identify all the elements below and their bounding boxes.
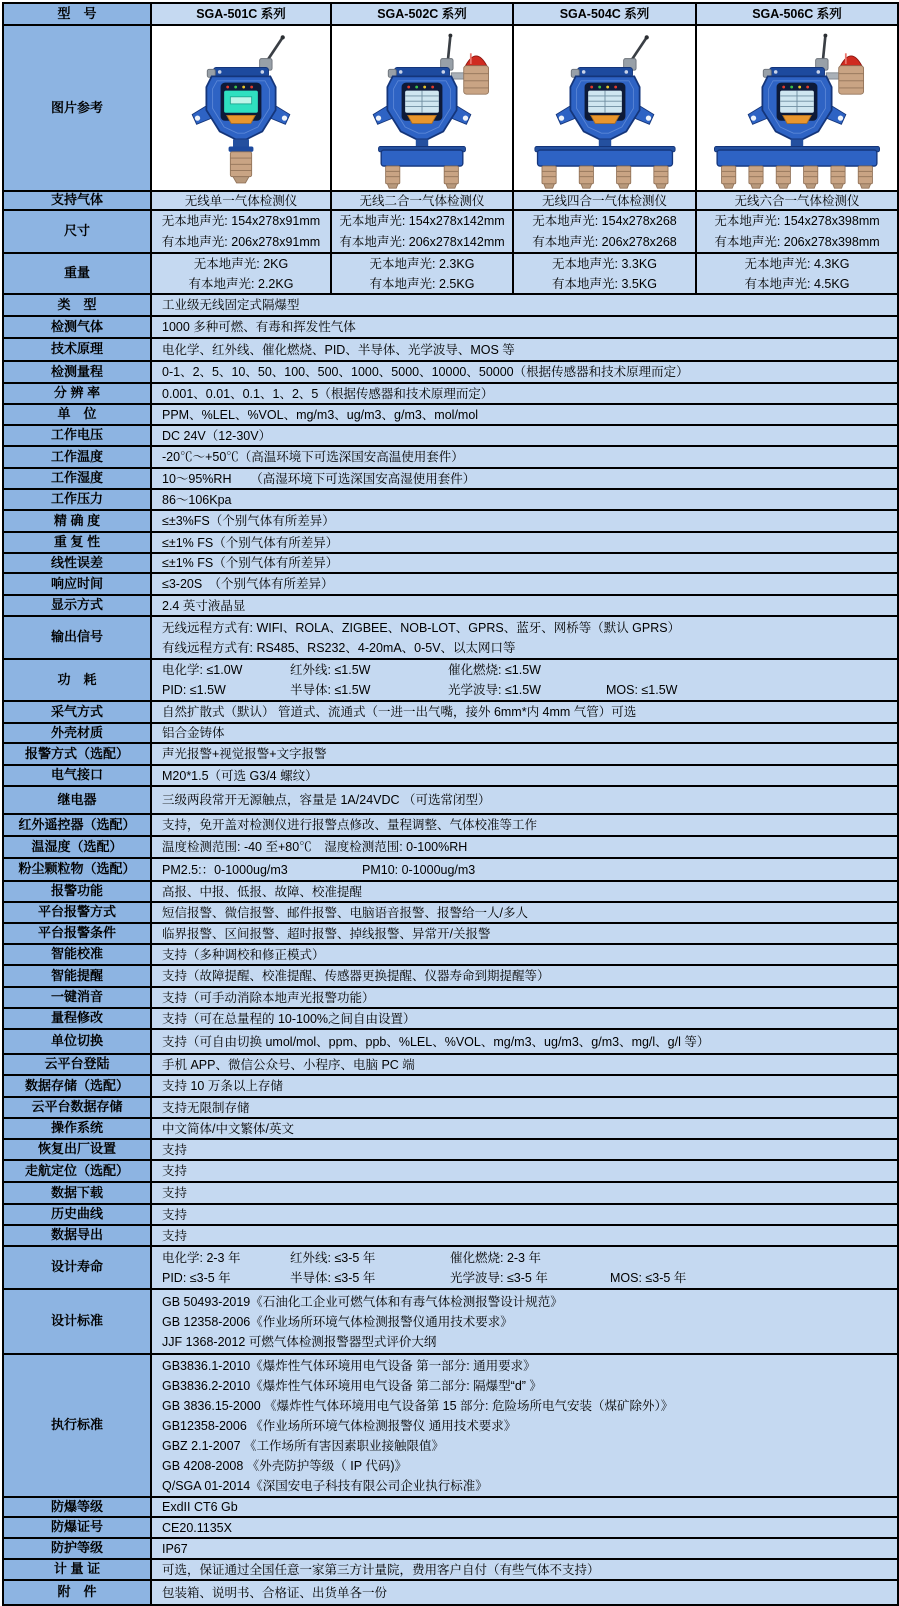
row-label: 检测量程	[4, 362, 152, 382]
text-line: 无本地声光: 3.3KG	[552, 257, 657, 271]
text-line: 无线四合一气体检测仪	[541, 193, 667, 208]
table-row	[4, 511, 897, 533]
spec-value	[152, 1498, 897, 1516]
text-line: M20*1.5（可选 G3/4 螺纹）	[162, 768, 318, 783]
table-row	[4, 1140, 897, 1161]
text-line: 无本地声光: 154x278x398mm	[714, 214, 880, 229]
spec-value	[152, 859, 897, 880]
row-label: 工作压力	[4, 490, 152, 509]
text-line: 有本地声光: 206x278x142mm	[339, 234, 505, 249]
text-line: 无本地声光: 154x278x268	[532, 214, 677, 229]
text-line: GB 3836.15-2000 《爆炸性气体环境用电气设备第 15 部分: 危险场所电气安装（煤矿除外）》	[162, 1398, 674, 1413]
text-line: GB3836.2-2010《爆炸性气体环境用电气设备 第二部分: 隔爆型“d” 》	[162, 1378, 542, 1393]
text-line: 无本地声光: 154x278x91mm	[161, 214, 321, 229]
row-label: 操作系统	[4, 1119, 152, 1138]
table-row	[4, 1030, 897, 1055]
text-line: 支持（可手动消除本地声光报警功能）	[162, 990, 375, 1005]
text-line: 电化学: ≤1.0W 红外线: ≤1.5W 催化燃烧: ≤1.5W	[162, 663, 541, 677]
text-line: IP67	[162, 1541, 188, 1556]
row-label: 单 位	[4, 405, 152, 424]
text-line: 临界报警、区间报警、超时报警、掉线报警、异常开/关报警	[162, 926, 491, 941]
text-line: 中文简体/中文繁体/英文	[162, 1121, 294, 1136]
table-row	[4, 1247, 897, 1290]
table-row	[4, 1055, 897, 1076]
text-line: GB12358-2006 《作业场所环境气体检测报警仪 通用技术要求》	[162, 1418, 517, 1433]
spec-value	[152, 1247, 897, 1288]
table-row	[4, 766, 897, 787]
model-header	[514, 4, 697, 24]
text-line: GB 50493-2019《石油化工企业可燃气体和有毒气体检测报警设计规范》	[162, 1294, 563, 1309]
text-line: 有本地声光: 3.5KG	[552, 277, 657, 291]
spec-value	[152, 1030, 897, 1053]
spec-value	[152, 988, 897, 1007]
text-line: PID: ≤3-5 年 半导体: ≤3-5 年 光学波导: ≤3-5 年 MOS: ≤3-5 年	[162, 1270, 687, 1285]
text-line: 支持，免开盖对检测仪进行报警点修改、量程调整、气体校准等工作	[162, 818, 538, 832]
row-label: 数据导出	[4, 1226, 152, 1245]
text-line: 无线六合一气体检测仪	[734, 193, 860, 208]
text-line: 无本地声光: 154x278x142mm	[339, 214, 505, 229]
spec-value	[152, 1076, 897, 1096]
row-label: 云平台数据存储	[4, 1098, 152, 1117]
text-line: 1000 多种可燃、有毒和挥发性气体	[162, 320, 356, 334]
spec-value	[152, 1009, 897, 1028]
row-label: 恢复出厂设置	[4, 1140, 152, 1159]
text-line: 手机 APP、微信公众号、小程序、电脑 PC 端	[162, 1057, 415, 1072]
text-line: -20℃～+50℃（高温环境下可选深国安高温使用套件）	[162, 450, 464, 464]
text-line: 支持	[162, 1186, 188, 1200]
text-line: GB3836.1-2010《爆炸性气体环境用电气设备 第一部分: 通用要求》	[162, 1358, 536, 1373]
row-label: 防护等级	[4, 1539, 152, 1558]
row-label: 精 确 度	[4, 511, 152, 531]
table-row	[4, 744, 897, 766]
text-line: 电化学、红外线、催化燃烧、PID、半导体、光学波导、MOS 等	[162, 342, 515, 357]
text-line: 有本地声光: 2.2KG	[188, 277, 294, 291]
weight-cell	[514, 254, 697, 293]
table-row	[4, 4, 897, 26]
spec-value	[152, 766, 897, 785]
row-label: 重 复 性	[4, 533, 152, 552]
spec-value	[152, 1226, 897, 1245]
dimension-cell	[514, 211, 697, 252]
table-row	[4, 574, 897, 596]
spec-value	[152, 1119, 897, 1138]
spec-value	[152, 903, 897, 922]
row-label: 量程修改	[4, 1009, 152, 1028]
table-row	[4, 295, 897, 317]
dimension-cell	[152, 211, 332, 252]
spec-value	[152, 447, 897, 467]
spec-value	[152, 596, 897, 615]
table-row	[4, 815, 897, 837]
text-line: 支持	[162, 1207, 188, 1222]
table-row	[4, 1098, 897, 1119]
row-label: 电气接口	[4, 766, 152, 785]
table-row	[4, 724, 897, 744]
row-label: 报警功能	[4, 882, 152, 901]
row-label: 数据存储（选配）	[4, 1076, 152, 1096]
support-type	[152, 192, 332, 209]
text-line: PPM、%LEL、%VOL、mg/m3、ug/m3、g/m3、mol/mol	[162, 407, 479, 422]
table-row	[4, 1076, 897, 1098]
text-line: JJF 1368-2012 可燃气体检测报警器型式评价大纲	[162, 1334, 437, 1349]
text-line: 2.4 英寸液晶显	[162, 598, 246, 613]
text-line: 0.001、0.01、0.1、1、2、5（根据传感器和技术原理而定）	[162, 386, 494, 401]
gas-detector-single-icon	[152, 26, 332, 190]
row-label: 工作电压	[4, 426, 152, 445]
text-line: 支持（可自由切换 umol/mol、ppm、ppb、%LEL、%VOL、mg/m3、ug/m3、g/m3、mg/l、g/l 等）	[162, 1034, 710, 1049]
table-row	[4, 1183, 897, 1205]
row-label: 继电器	[4, 787, 152, 813]
spec-value	[152, 317, 897, 337]
spec-value	[152, 1183, 897, 1203]
row-label: 输出信号	[4, 617, 152, 658]
text-line: 有本地声光: 206x278x91mm	[161, 234, 321, 249]
spec-value	[152, 837, 897, 857]
text-line: SGA-502C 系列	[377, 7, 467, 21]
text-line: 声光报警+视觉报警+文字报警	[162, 747, 327, 761]
row-label: 技术原理	[4, 339, 152, 360]
table-row	[4, 617, 897, 660]
table-row	[4, 1290, 897, 1355]
spec-value	[152, 966, 897, 986]
table-row	[4, 317, 897, 339]
table-row	[4, 596, 897, 617]
text-line: 无本地声光: 2KG	[193, 257, 289, 271]
text-line: CE20.1135X	[162, 1520, 232, 1535]
text-line: 86～106Kpa	[162, 492, 232, 507]
dimension-cell	[332, 211, 514, 252]
text-line: 有本地声光: 206x278x268	[532, 234, 677, 249]
spec-table	[2, 2, 899, 1606]
spec-value	[152, 787, 897, 813]
row-label: 平台报警条件	[4, 924, 152, 943]
text-line: 有本地声光: 2.5KG	[369, 277, 475, 291]
text-line: 铝合金铸体	[162, 726, 225, 740]
table-row	[4, 1518, 897, 1539]
spec-value	[152, 1539, 897, 1558]
text-line: Q/SGA 01-2014《深国安电子科技有限公司企业执行标准》	[162, 1478, 488, 1493]
row-label: 图片参考	[4, 26, 152, 190]
table-row	[4, 211, 897, 254]
table-row	[4, 859, 897, 882]
text-line: 高报、中报、低报、故障、校准提醒	[162, 884, 363, 899]
table-row	[4, 533, 897, 554]
spec-value	[152, 533, 897, 552]
table-row	[4, 966, 897, 988]
text-line: 工业级无线固定式隔爆型	[162, 298, 300, 312]
model-header	[332, 4, 514, 24]
text-line: 有线远程方式有: RS485、RS232、4-20mA、0-5V、以太网口等	[162, 640, 516, 655]
spec-value	[152, 660, 897, 700]
text-line: ≤±1% FS（个别气体有所差异）	[162, 556, 339, 570]
text-line: 无线二合一气体检测仪	[359, 193, 485, 208]
row-label: 线性误差	[4, 554, 152, 572]
spec-value	[152, 1581, 897, 1604]
table-row	[4, 405, 897, 426]
text-line: PM2.5:：0-1000ug/m3 PM10: 0-1000ug/m3	[162, 862, 476, 877]
table-row	[4, 882, 897, 903]
text-line: 0-1、2、5、10、50、100、500、1000、5000、10000、50000（根据传感器和技术原理而定）	[162, 365, 689, 379]
table-row	[4, 1119, 897, 1140]
text-line: 无本地声光: 2.3KG	[369, 257, 475, 271]
row-label: 支持气体	[4, 192, 152, 209]
row-label: 智能提醒	[4, 966, 152, 986]
text-line: GB 4208-2008 《外壳防护等级（ IP 代码)》	[162, 1458, 407, 1473]
spec-value	[152, 1560, 897, 1579]
table-row	[4, 1498, 897, 1518]
text-line: 有本地声光: 206x278x398mm	[714, 234, 880, 249]
text-line: 支持无限制存储	[162, 1100, 250, 1115]
row-label: 功 耗	[4, 660, 152, 700]
text-line: 可选，保证通过全国任意一家第三方计量院，费用客户自付（有些气体不支持）	[162, 1562, 600, 1577]
spec-value	[152, 405, 897, 424]
text-line: 无本地声光: 4.3KG	[744, 257, 850, 271]
spec-value	[152, 295, 897, 315]
spec-value	[152, 1055, 897, 1074]
table-row	[4, 192, 897, 211]
text-line: 10～95%RH （高湿环境下可选深国安高湿使用套件）	[162, 471, 476, 486]
table-row	[4, 924, 897, 945]
table-row	[4, 447, 897, 469]
text-line: SGA-501C 系列	[196, 7, 286, 21]
text-line: SGA-504C 系列	[559, 7, 650, 21]
text-line: 支持	[162, 1142, 188, 1157]
row-label: 型 号	[4, 4, 152, 24]
row-label: 红外遥控器（选配）	[4, 815, 152, 835]
text-line: 温度检测范围: -40 至+80℃ 湿度检测范围: 0-100%RH	[162, 840, 468, 854]
text-line: ≤±3%FS（个别气体有所差异）	[162, 514, 335, 528]
text-line: 包装箱、说明书、合格证、出货单各一份	[162, 1585, 388, 1600]
row-label: 设计寿命	[4, 1247, 152, 1288]
dimension-cell	[697, 211, 897, 252]
text-line: 支持（多种调校和修正模式）	[162, 947, 325, 962]
table-row	[4, 1560, 897, 1581]
table-row	[4, 362, 897, 384]
spec-value	[152, 490, 897, 509]
row-label: 响应时间	[4, 574, 152, 594]
row-label: 检测气体	[4, 317, 152, 337]
text-line: GB 12358-2006《作业场所环境气体检测报警仪通用技术要求》	[162, 1314, 513, 1329]
gas-detector-hex-icon	[697, 26, 897, 190]
table-row	[4, 254, 897, 295]
spec-value	[152, 384, 897, 403]
table-row	[4, 787, 897, 815]
table-row	[4, 660, 897, 702]
row-label: 附 件	[4, 1581, 152, 1604]
text-line: ≤3-20S （个别气体有所差异）	[162, 577, 334, 591]
text-line: 支持	[162, 1228, 188, 1243]
support-type	[514, 192, 697, 209]
text-line: 电化学: 2-3 年 红外线: ≤3-5 年 催化燃烧: 2-3 年	[162, 1250, 541, 1265]
row-label: 粉尘颗粒物（选配）	[4, 859, 152, 880]
row-label: 尺寸	[4, 211, 152, 252]
gas-detector-quad-icon	[514, 26, 697, 190]
row-label: 设计标准	[4, 1290, 152, 1353]
text-line: DC 24V（12-30V）	[162, 428, 272, 443]
row-label: 工作温度	[4, 447, 152, 467]
spec-value	[152, 724, 897, 742]
table-row	[4, 339, 897, 362]
text-line: 自然扩散式（默认） 管道式、流通式（一进一出气嘴，接外 6mm*内 4mm 气管）可选	[162, 705, 637, 719]
row-label: 计 量 证	[4, 1560, 152, 1579]
table-row	[4, 384, 897, 405]
text-line: GBZ 2.1-2007 《工作场所有害因素职业接触限值》	[162, 1438, 444, 1453]
row-label: 走航定位（选配）	[4, 1161, 152, 1181]
row-label: 防爆等级	[4, 1498, 152, 1516]
weight-cell	[332, 254, 514, 293]
row-label: 类 型	[4, 295, 152, 315]
spec-value	[152, 339, 897, 360]
table-row	[4, 837, 897, 859]
text-line: 支持（故障提醒、校准提醒、传感器更换提醒、仪器寿命到期提醒等）	[162, 969, 550, 983]
row-label: 温湿度（选配）	[4, 837, 152, 857]
row-label: 显示方式	[4, 596, 152, 615]
model-header	[697, 4, 897, 24]
text-line: 支持（可在总量程的 10-100%之间自由设置）	[162, 1011, 416, 1026]
table-row	[4, 1539, 897, 1560]
table-row	[4, 554, 897, 574]
table-row	[4, 1355, 897, 1498]
spec-value	[152, 554, 897, 572]
table-row	[4, 945, 897, 966]
text-line: 支持	[162, 1164, 188, 1178]
spec-value	[152, 574, 897, 594]
table-row	[4, 490, 897, 511]
weight-cell	[697, 254, 897, 293]
spec-value	[152, 815, 897, 835]
row-label: 采气方式	[4, 702, 152, 722]
table-row	[4, 702, 897, 724]
spec-value	[152, 945, 897, 964]
text-line: 短信报警、微信报警、邮件报警、电脑语音报警、报警给一人/多人	[162, 905, 528, 920]
row-label: 云平台登陆	[4, 1055, 152, 1074]
table-row	[4, 469, 897, 490]
row-label: 单位切换	[4, 1030, 152, 1053]
row-label: 防爆证号	[4, 1518, 152, 1537]
table-row	[4, 26, 897, 192]
spec-value	[152, 1098, 897, 1117]
text-line: SGA-506C 系列	[752, 7, 842, 21]
text-line: PID: ≤1.5W 半导体: ≤1.5W 光学波导: ≤1.5W MOS: ≤1.5W	[162, 683, 678, 697]
table-row	[4, 903, 897, 924]
table-row	[4, 1205, 897, 1226]
spec-value	[152, 1140, 897, 1159]
model-header	[152, 4, 332, 24]
support-type	[332, 192, 514, 209]
table-row	[4, 1226, 897, 1247]
text-line: ExdII CT6 Gb	[162, 1500, 238, 1514]
spec-value	[152, 617, 897, 658]
spec-value	[152, 702, 897, 722]
spec-value	[152, 1290, 897, 1353]
text-line: 有本地声光: 4.5KG	[744, 277, 850, 291]
table-row	[4, 1161, 897, 1183]
table-row	[4, 988, 897, 1009]
spec-value	[152, 1161, 897, 1181]
spec-value	[152, 882, 897, 901]
row-label: 平台报警方式	[4, 903, 152, 922]
spec-value	[152, 511, 897, 531]
text-line: 无线远程方式有: WIFI、ROLA、ZIGBEE、NOB-LOT、GPRS、蓝牙、网桥等（默认 GPRS）	[162, 620, 681, 635]
spec-value	[152, 426, 897, 445]
row-label: 历史曲线	[4, 1205, 152, 1224]
support-type	[697, 192, 897, 209]
text-line: ≤±1% FS（个别气体有所差异）	[162, 535, 339, 550]
row-label: 外壳材质	[4, 724, 152, 742]
spec-value	[152, 924, 897, 943]
row-label: 工作湿度	[4, 469, 152, 488]
table-row	[4, 1009, 897, 1030]
row-label: 智能校准	[4, 945, 152, 964]
spec-value	[152, 1518, 897, 1537]
row-label: 执行标准	[4, 1355, 152, 1496]
text-line: 三级两段常开无源触点，容量是 1A/24VDC （可选常闭型）	[162, 793, 491, 807]
row-label: 报警方式（选配）	[4, 744, 152, 764]
weight-cell	[152, 254, 332, 293]
text-line: 支持 10 万条以上存储	[162, 1079, 283, 1093]
row-label: 一键消音	[4, 988, 152, 1007]
row-label: 数据下载	[4, 1183, 152, 1203]
spec-value	[152, 1205, 897, 1224]
spec-value	[152, 469, 897, 488]
table-row	[4, 1581, 897, 1604]
spec-value	[152, 1355, 897, 1496]
row-label: 重量	[4, 254, 152, 293]
gas-detector-dual-icon	[332, 26, 514, 190]
spec-value	[152, 362, 897, 382]
row-label: 分 辨 率	[4, 384, 152, 403]
table-row	[4, 426, 897, 447]
text-line: 无线单一气体检测仪	[184, 193, 298, 208]
spec-value	[152, 744, 897, 764]
